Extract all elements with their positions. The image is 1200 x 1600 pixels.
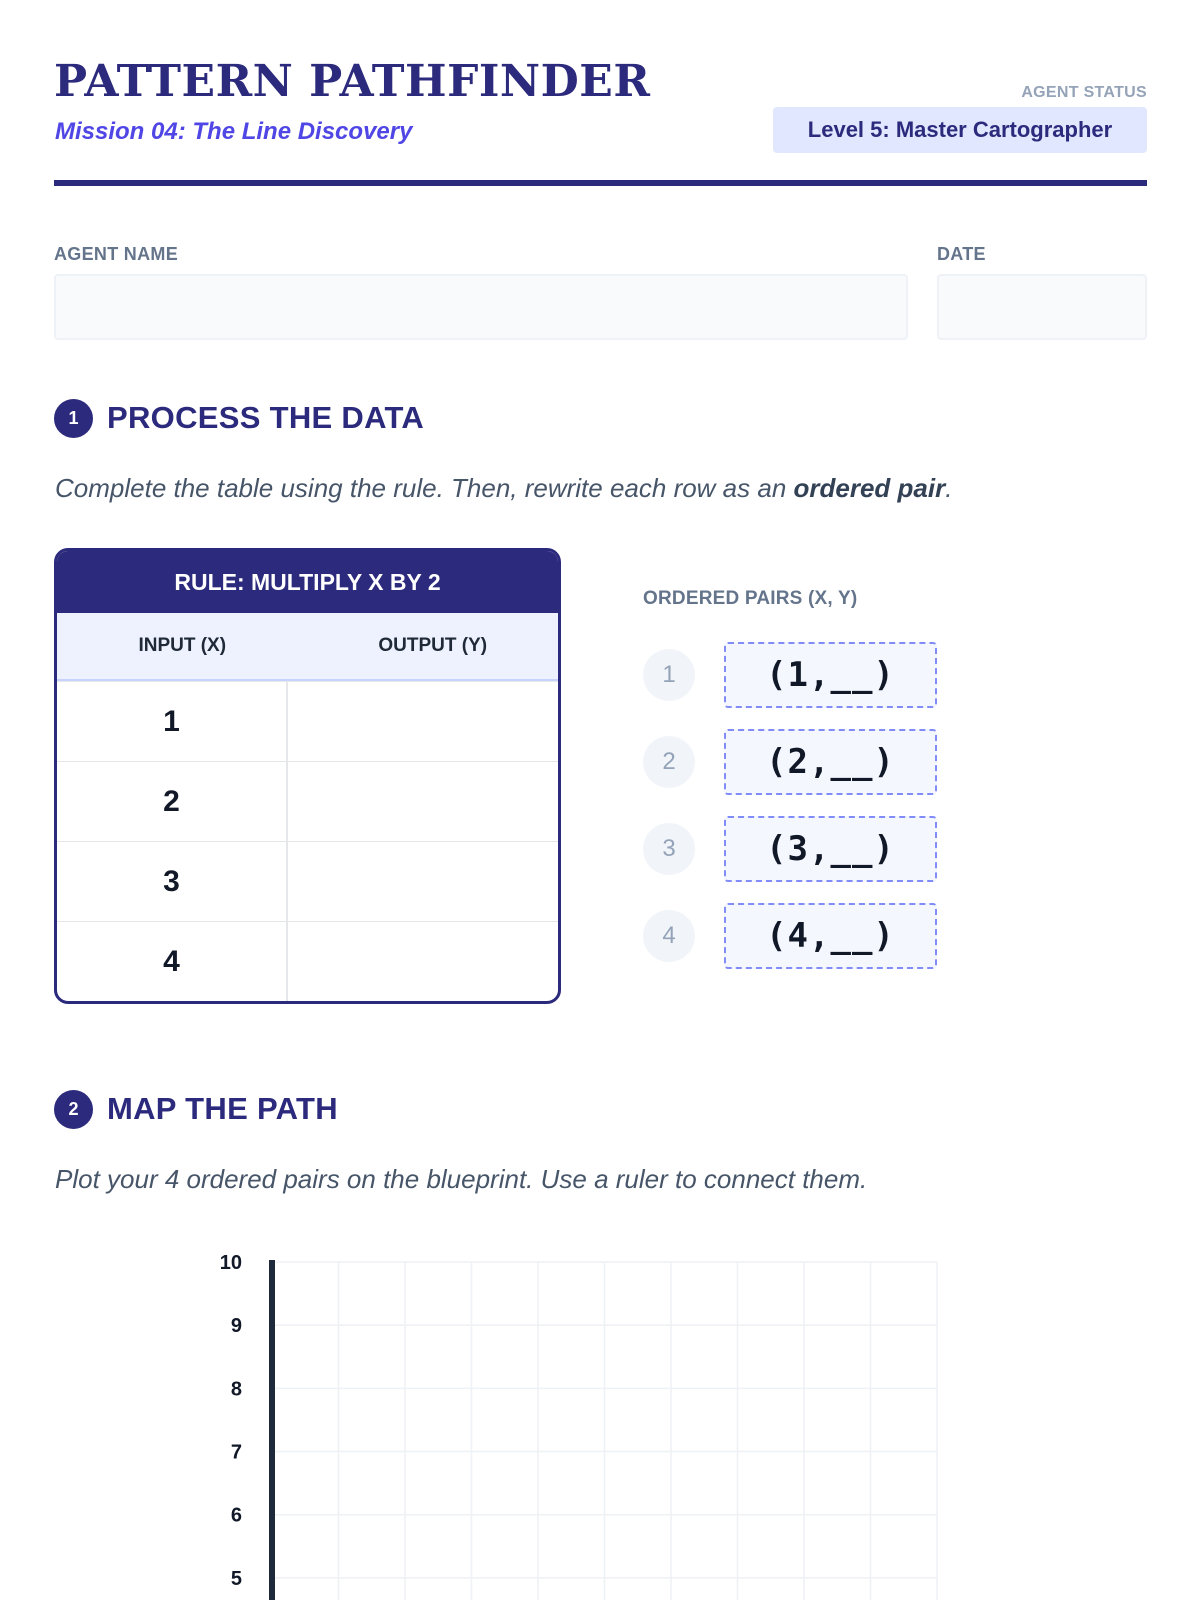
mission-subtitle: Mission 04: The Line Discovery bbox=[55, 118, 413, 145]
input-cell: 3 bbox=[57, 842, 288, 921]
input-cell: 2 bbox=[57, 762, 288, 841]
instruction-emphasis: ordered pair bbox=[793, 473, 946, 503]
agent-status-badge: Level 5: Master Cartographer bbox=[773, 107, 1147, 153]
table-row bbox=[57, 681, 558, 761]
instruction-text: Complete the table using the rule. Then, rewrite each row as an bbox=[55, 473, 794, 503]
y-tick-label: 9 bbox=[230, 1315, 242, 1338]
input-cell: 1 bbox=[57, 682, 288, 761]
pair-number: 1 bbox=[643, 649, 695, 701]
section-2-number: 2 bbox=[54, 1090, 93, 1129]
rule-table bbox=[54, 548, 561, 1004]
ordered-pairs-title: ORDERED PAIRS (X, Y) bbox=[643, 588, 858, 609]
section-2-instruction: Plot your 4 ordered pairs on the blueprint. Use a ruler to connect them. bbox=[55, 1164, 868, 1194]
date-field[interactable] bbox=[937, 274, 1147, 340]
input-cell: 4 bbox=[57, 922, 288, 1001]
section-1-number: 1 bbox=[54, 399, 93, 438]
pair-number: 2 bbox=[643, 736, 695, 788]
worksheet-title: PATTERN PATHFINDER bbox=[54, 56, 651, 107]
output-column-header: OUTPUT (Y) bbox=[378, 635, 488, 656]
output-cell[interactable] bbox=[288, 762, 558, 841]
coordinate-grid[interactable] bbox=[200, 1252, 940, 1600]
y-tick-label: 8 bbox=[230, 1378, 242, 1401]
input-column-header: INPUT (X) bbox=[138, 635, 227, 656]
ordered-pair-box[interactable]: (4,__) bbox=[724, 903, 937, 969]
rule-header: RULE: MULTIPLY X BY 2 bbox=[57, 551, 558, 613]
y-tick-label: 5 bbox=[230, 1567, 242, 1590]
header-divider bbox=[54, 180, 1147, 186]
date-label: DATE bbox=[937, 244, 986, 264]
pair-number: 3 bbox=[643, 823, 695, 875]
output-cell[interactable] bbox=[288, 922, 558, 1001]
section-1-instruction bbox=[55, 473, 952, 504]
pair-number: 4 bbox=[643, 910, 695, 962]
ordered-pair-box[interactable]: (3,__) bbox=[724, 816, 937, 882]
y-tick-label: 10 bbox=[219, 1252, 242, 1274]
ordered-pair-box[interactable]: (1,__) bbox=[724, 642, 937, 708]
grid-svg bbox=[200, 1252, 940, 1600]
column-headers bbox=[57, 613, 558, 681]
table-row bbox=[57, 761, 558, 841]
table-row bbox=[57, 841, 558, 921]
ordered-pair-box[interactable]: (2,__) bbox=[724, 729, 937, 795]
section-1-title: PROCESS THE DATA bbox=[107, 400, 425, 435]
table-row bbox=[57, 921, 558, 1001]
section-2-title: MAP THE PATH bbox=[107, 1091, 338, 1126]
output-cell[interactable] bbox=[288, 842, 558, 921]
y-tick-label: 7 bbox=[230, 1441, 242, 1464]
agent-status-label: AGENT STATUS bbox=[1021, 84, 1147, 101]
agent-name-label: AGENT NAME bbox=[54, 244, 178, 264]
output-cell[interactable] bbox=[288, 682, 558, 761]
instruction-end: . bbox=[945, 473, 953, 503]
agent-name-field[interactable] bbox=[54, 274, 908, 340]
y-tick-label: 6 bbox=[230, 1504, 242, 1527]
